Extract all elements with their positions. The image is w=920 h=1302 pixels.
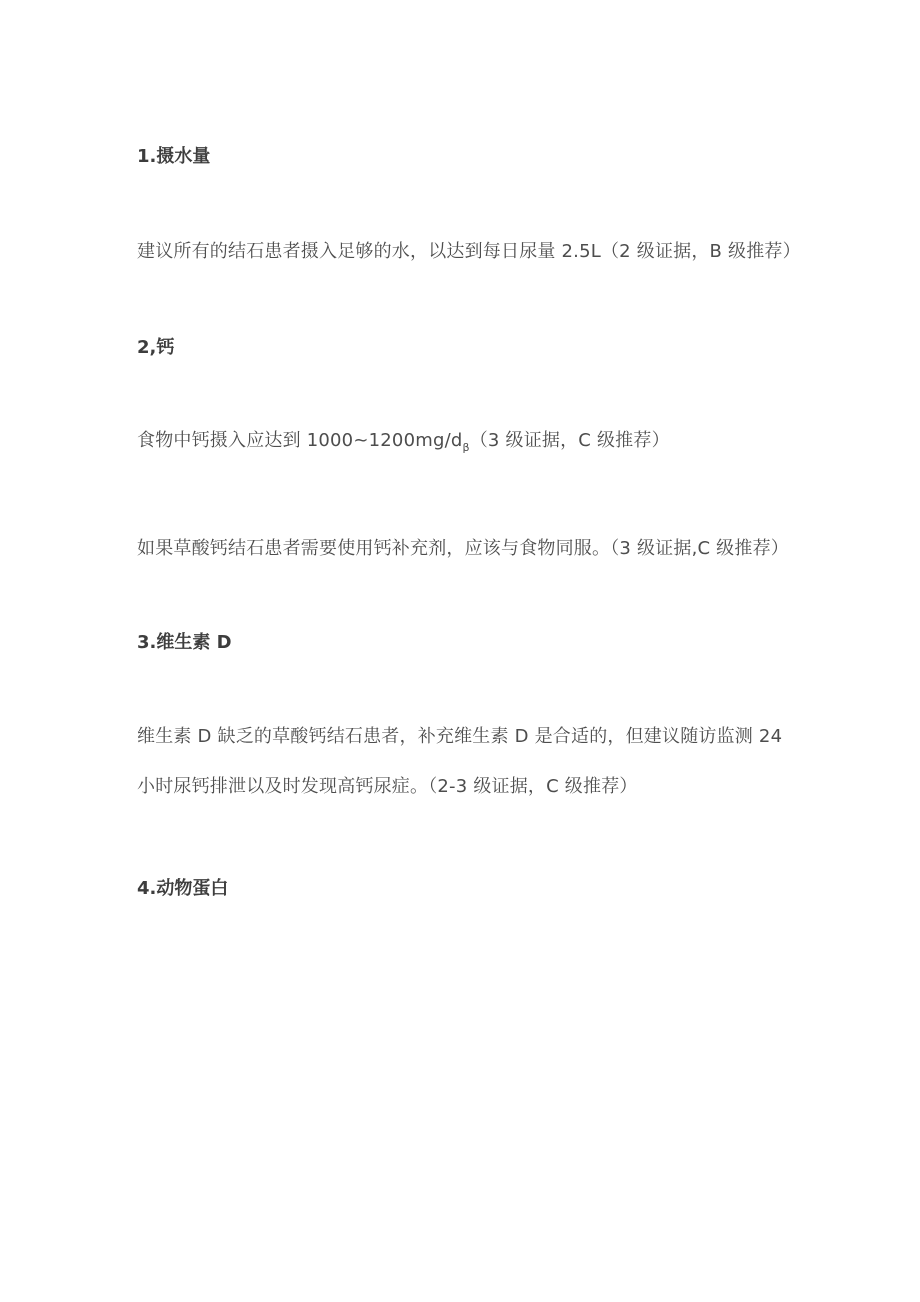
paragraph-calcium-intake-evidence: （3 级证据，C 级推荐） <box>469 430 670 451</box>
section-heading-water-intake: 1.摄水量 <box>137 146 211 167</box>
paragraph-calcium-intake-text: 食物中钙摄入应达到 1000~1200mg/d <box>137 430 463 451</box>
section-heading-vitamin-d: 3.维生素 D <box>137 632 232 653</box>
subscript-beta: β <box>462 441 470 454</box>
section-heading-calcium: 2,钙 <box>137 337 175 358</box>
section-heading-animal-protein: 4.动物蛋白 <box>137 878 229 899</box>
paragraph-calcium-supplement: 如果草酸钙结石患者需要使用钙补充剂，应该与食物同服。（3 级证据,C 级推荐） <box>137 538 789 559</box>
paragraph-vitamin-d-line-1: 维生素 D 缺乏的草酸钙结石患者，补充维生素 D 是合适的，但建议随访监测 24 <box>137 726 783 747</box>
paragraph-water-intake: 建议所有的结石患者摄入足够的水，以达到每日尿量 2.5L（2 级证据，B 级推荐） <box>137 241 801 262</box>
paragraph-calcium-intake <box>137 429 670 453</box>
paragraph-vitamin-d-line-2: 小时尿钙排泄以及时发现高钙尿症。（2-3 级证据，C 级推荐） <box>137 776 638 797</box>
